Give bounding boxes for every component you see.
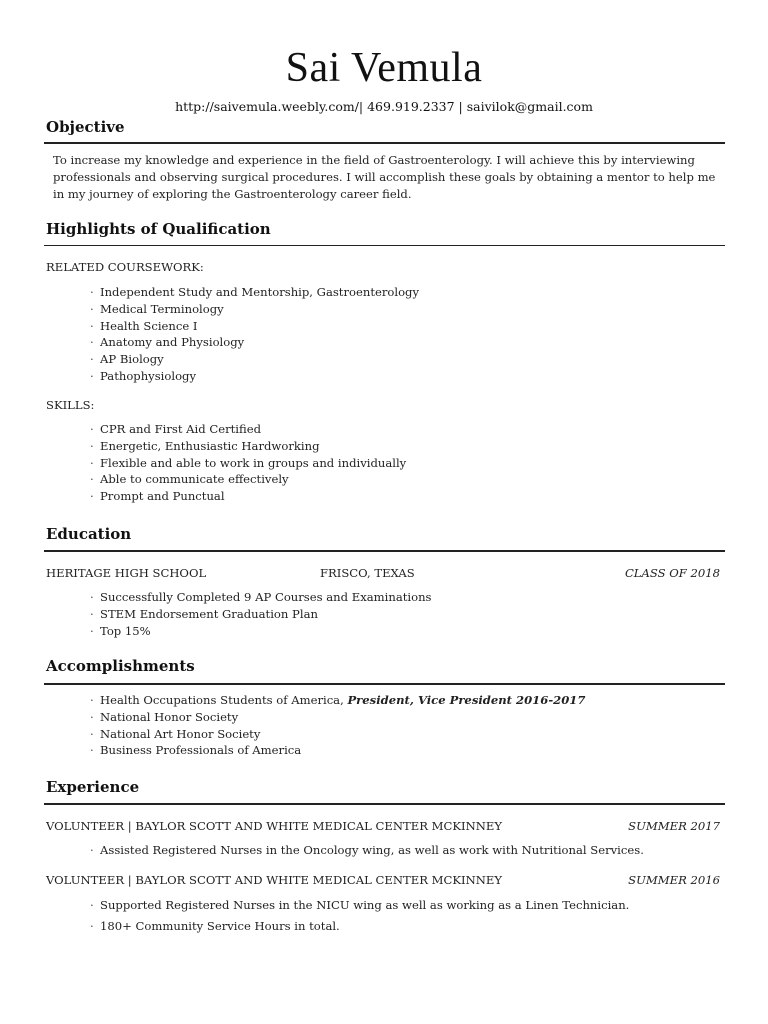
coursework-list	[90, 284, 419, 385]
bullet-icon: ·	[90, 438, 94, 453]
section-divider	[44, 142, 725, 144]
list-item: · Supported Registered Nurses in the NICU wing as well as working as a Linen Technician.	[90, 898, 630, 912]
section-title-accomplishments: Accomplishments	[46, 657, 195, 675]
bullet-icon: ·	[90, 368, 94, 383]
list-item: · STEM Endorsement Graduation Plan	[90, 606, 318, 621]
bullet-icon: ·	[90, 743, 94, 758]
list-item: · Assisted Registered Nurses in the Oncology wing, as well as work with Nutritional Services.	[90, 843, 644, 857]
bullet-icon: ·	[90, 606, 94, 621]
bullet-icon: ·	[90, 422, 94, 436]
experience-role: VOLUNTEER | BAYLOR SCOTT AND WHITE MEDICAL CENTER MCKINNEY	[46, 873, 502, 887]
contact-line: http://saivemula.weebly.com/| 469.919.2337 | saivilok@gmail.com	[175, 99, 593, 114]
graduation-class: CLASS OF 2018	[624, 566, 720, 580]
bullet-icon: ·	[90, 623, 94, 638]
bullet-icon: ·	[90, 898, 94, 912]
skills-list	[90, 421, 406, 505]
list-item: · Prompt and Punctual	[90, 489, 225, 504]
list-item: · Energetic, Enthusiastic Hardworking	[90, 438, 320, 453]
bullet-icon: ·	[90, 709, 94, 724]
bullet-icon: ·	[90, 726, 94, 741]
bullet-icon: ·	[90, 693, 94, 707]
section-title-objective: Objective	[46, 118, 125, 136]
accomplishments-list	[90, 692, 585, 759]
list-item: · Independent Study and Mentorship, Gastroenterology	[90, 285, 420, 299]
list-item: · 180+ Community Service Hours in total.	[90, 918, 340, 933]
list-item: · Pathophysiology	[90, 368, 197, 383]
list-item: · National Honor Society	[90, 709, 239, 724]
list-item: · Medical Terminology	[90, 301, 224, 316]
bullet-icon: ·	[90, 318, 94, 333]
list-item: · Successfully Completed 9 AP Courses and Examinations	[90, 590, 432, 604]
list-item: · CPR and First Aid Certified	[90, 422, 262, 436]
section-title-experience: Experience	[46, 778, 140, 796]
school-location: FRISCO, TEXAS	[320, 566, 415, 580]
section-title-education: Education	[46, 525, 132, 543]
bullet-icon: ·	[90, 918, 94, 933]
bullet-icon: ·	[90, 335, 94, 350]
bullet-icon: ·	[90, 285, 94, 299]
list-item: · Flexible and able to work in groups and individually	[90, 455, 407, 470]
section-divider	[44, 550, 725, 552]
education-list	[90, 589, 432, 639]
list-item: · Health Occupations Students of America, President, Vice President 2016-2017	[90, 693, 586, 707]
objective-text: To increase my knowledge and experience in the field of Gastroenterology. I will achieve this by interviewing professionals and observing surgical procedures. I will accomplish these goals by obtaining a mentor to help me in my journey of exploring the Gastroenterology career field.	[53, 153, 716, 201]
experience-date: SUMMER 2016	[628, 873, 720, 887]
bullet-icon: ·	[90, 590, 94, 604]
bullet-icon: ·	[90, 472, 94, 487]
candidate-name: Sai Vemula	[285, 45, 483, 91]
bullet-icon: ·	[90, 301, 94, 316]
list-item: · National Art Honor Society	[90, 726, 261, 741]
skills-label: SKILLS:	[46, 398, 95, 412]
list-item: · Able to communicate effectively	[90, 472, 289, 487]
section-title-highlights: Highlights of Qualification	[46, 220, 271, 238]
bullet-icon: ·	[90, 489, 94, 504]
experience-role: VOLUNTEER | BAYLOR SCOTT AND WHITE MEDICAL CENTER MCKINNEY	[46, 819, 502, 833]
list-item: · Anatomy and Physiology	[90, 335, 245, 350]
experience-list	[90, 897, 629, 935]
section-divider	[44, 803, 725, 805]
coursework-label: RELATED COURSEWORK:	[46, 260, 204, 274]
bullet-icon: ·	[90, 455, 94, 470]
experience-list	[90, 842, 644, 859]
bullet-icon: ·	[90, 352, 94, 367]
experience-date: SUMMER 2017	[628, 819, 720, 833]
role-highlight: President, Vice President 2016-2017	[347, 693, 586, 707]
section-divider	[44, 245, 725, 246]
section-divider	[44, 683, 725, 685]
bullet-icon: ·	[90, 843, 94, 857]
school-name: HERITAGE HIGH SCHOOL	[46, 566, 207, 580]
list-item: · Health Science I	[90, 318, 198, 333]
list-item: · Business Professionals of America	[90, 743, 302, 758]
list-item: · AP Biology	[90, 352, 164, 367]
list-item: · Top 15%	[90, 623, 151, 638]
